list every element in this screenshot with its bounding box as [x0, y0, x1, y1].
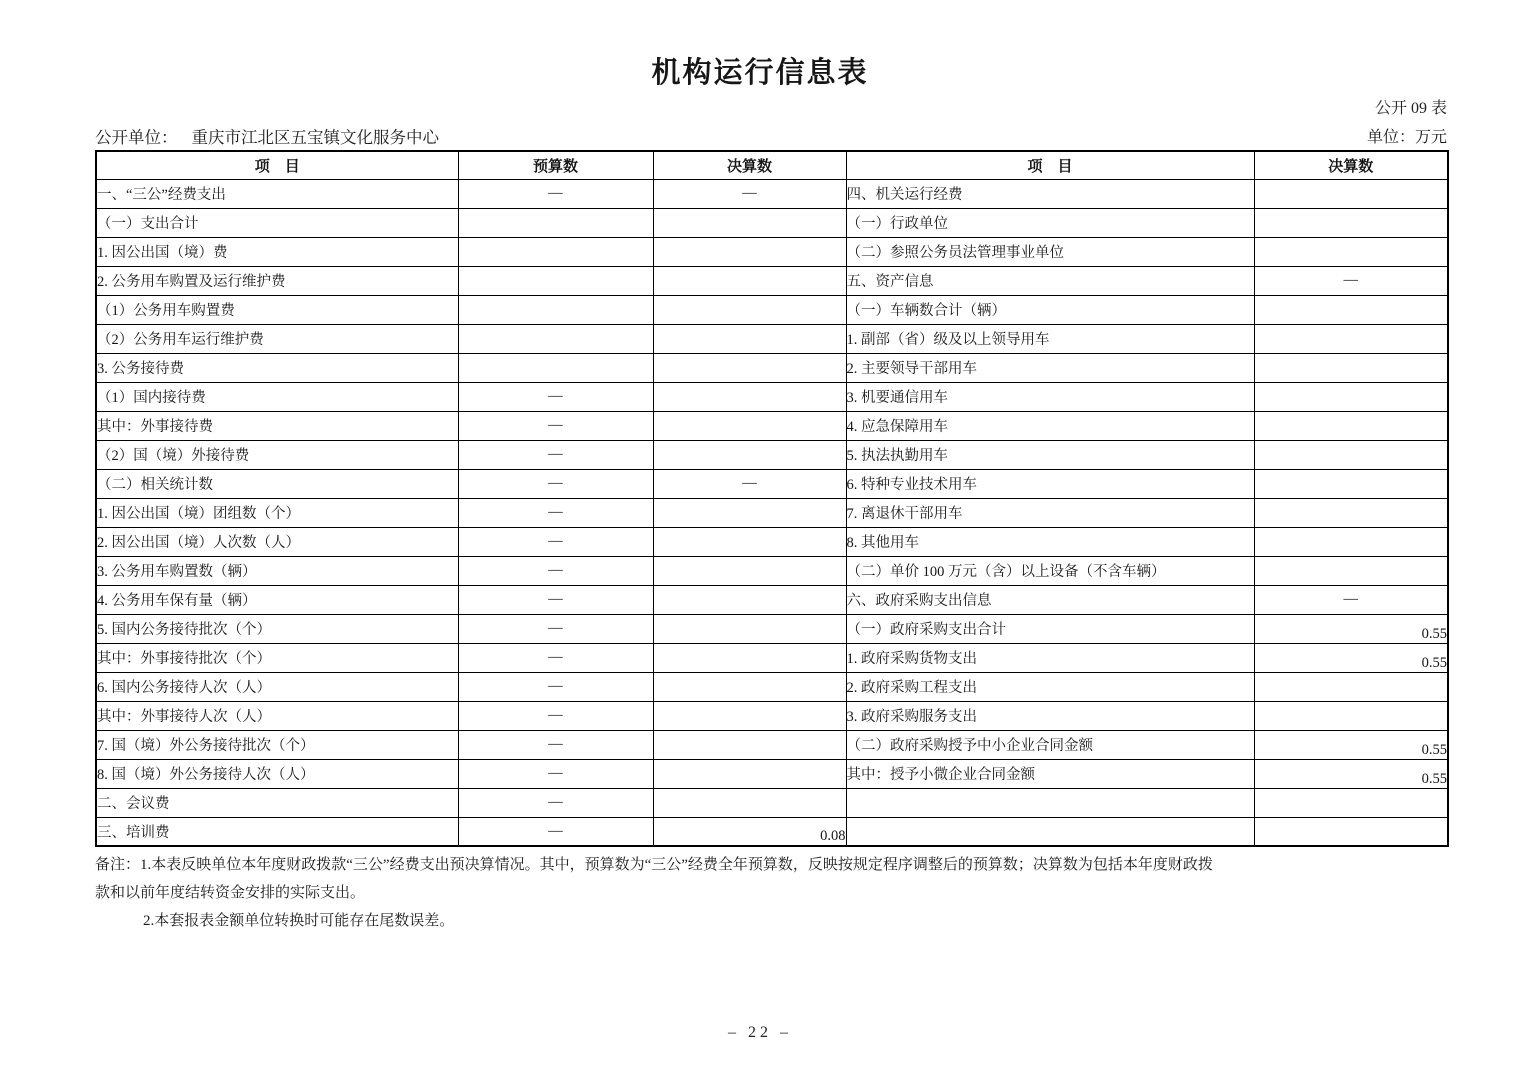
budget-cell: — [458, 585, 653, 614]
item-cell-left: 1. 因公出国（境）团组数（个） [96, 498, 458, 527]
item-cell-left: 三、培训费 [96, 817, 458, 846]
header-item-right: 项 目 [846, 151, 1254, 179]
budget-cell [458, 208, 653, 237]
table-row [96, 585, 1448, 614]
item-cell-right: 1. 副部（省）级及以上领导用车 [846, 324, 1254, 353]
final-cell-left [653, 556, 846, 585]
item-cell-left: 一、“三公”经费支出 [96, 179, 458, 208]
unit-of-measure: 单位：万元 [1366, 129, 1447, 146]
table-row [96, 614, 1448, 643]
final-cell-left [653, 788, 846, 817]
table-row [96, 295, 1448, 324]
budget-cell: — [458, 614, 653, 643]
final-cell-right: 0.55 [1254, 730, 1448, 759]
item-cell-left: 其中：外事接待费 [96, 411, 458, 440]
table-row [96, 469, 1448, 498]
final-cell-left [653, 527, 846, 556]
budget-cell [458, 266, 653, 295]
item-cell-right: 6. 特种专业技术用车 [846, 469, 1254, 498]
table-row [96, 440, 1448, 469]
footnote-line-3: 2.本套报表金额单位转换时可能存在尾数误差。 [143, 913, 455, 929]
item-cell-left: 6. 国内公务接待人次（人） [96, 672, 458, 701]
table-row [96, 266, 1448, 295]
final-cell-right: 0.55 [1254, 614, 1448, 643]
budget-cell [458, 237, 653, 266]
budget-cell: — [458, 788, 653, 817]
budget-cell: — [458, 382, 653, 411]
item-cell-right: 4. 应急保障用车 [846, 411, 1254, 440]
final-cell-left [653, 266, 846, 295]
item-cell-right: 四、机关运行经费 [846, 179, 1254, 208]
item-cell-right: （二）单价 100 万元（含）以上设备（不含车辆） [846, 556, 1254, 585]
item-cell-left: （一）支出合计 [96, 208, 458, 237]
final-cell-right [1254, 208, 1448, 237]
final-cell-left [653, 759, 846, 788]
budget-cell: — [458, 440, 653, 469]
budget-cell: — [458, 701, 653, 730]
final-cell-left: — [653, 179, 846, 208]
item-cell-right: （二）参照公务员法管理事业单位 [846, 237, 1254, 266]
final-cell-right [1254, 295, 1448, 324]
table-row [96, 208, 1448, 237]
table-row [96, 556, 1448, 585]
table-row [96, 411, 1448, 440]
item-cell-left: 5. 国内公务接待批次（个） [96, 614, 458, 643]
final-cell-right [1254, 237, 1448, 266]
final-cell-left [653, 411, 846, 440]
final-cell-right [1254, 817, 1448, 846]
final-cell-left [653, 585, 846, 614]
item-cell-right: 六、政府采购支出信息 [846, 585, 1254, 614]
final-cell-left [653, 295, 846, 324]
final-cell-left [653, 730, 846, 759]
item-cell-right: 2. 主要领导干部用车 [846, 353, 1254, 382]
item-cell-left: 3. 公务接待费 [96, 353, 458, 382]
final-cell-left: 0.08 [653, 817, 846, 846]
final-cell-left [653, 382, 846, 411]
final-cell-right [1254, 527, 1448, 556]
item-cell-right: 1. 政府采购货物支出 [846, 643, 1254, 672]
final-cell-right [1254, 672, 1448, 701]
footnotes [95, 851, 1455, 935]
final-cell-left [653, 643, 846, 672]
footnote-line-2: 款和以前年度结转资金安排的实际支出。 [95, 885, 366, 901]
footnote-line-1: 备注：1.本表反映单位本年度财政拨款“三公”经费支出预决算情况。其中，预算数为“三公”经费全年预算数，反映按规定程序调整后的预算数；决算数为包括本年度财政拨 [95, 857, 1213, 873]
budget-cell: — [458, 730, 653, 759]
table-row [96, 237, 1448, 266]
table-row [96, 353, 1448, 382]
table-row [96, 179, 1448, 208]
budget-cell: — [458, 411, 653, 440]
budget-cell: — [458, 527, 653, 556]
final-cell-right [1254, 498, 1448, 527]
final-cell-right [1254, 382, 1448, 411]
table-row [96, 788, 1448, 817]
budget-cell [458, 324, 653, 353]
header-final-right: 决算数 [1254, 151, 1448, 179]
item-cell-right [846, 817, 1254, 846]
table-row [96, 382, 1448, 411]
table-row [96, 817, 1448, 846]
final-cell-left [653, 498, 846, 527]
item-cell-left: 2. 因公出国（境）人次数（人） [96, 527, 458, 556]
item-cell-right [846, 788, 1254, 817]
budget-cell [458, 295, 653, 324]
budget-cell: — [458, 556, 653, 585]
final-cell-left [653, 324, 846, 353]
item-cell-left: 8. 国（境）外公务接待人次（人） [96, 759, 458, 788]
header-item-left: 项 目 [96, 151, 458, 179]
budget-cell: — [458, 759, 653, 788]
final-cell-right [1254, 353, 1448, 382]
page-title: 机构运行信息表 [651, 57, 869, 89]
item-cell-right: 2. 政府采购工程支出 [846, 672, 1254, 701]
final-cell-right [1254, 788, 1448, 817]
publisher [95, 124, 439, 148]
final-cell-right: — [1254, 585, 1448, 614]
final-cell-right [1254, 469, 1448, 498]
budget-cell: — [458, 469, 653, 498]
final-cell-right [1254, 440, 1448, 469]
final-cell-right: 0.55 [1254, 643, 1448, 672]
budget-cell: — [458, 672, 653, 701]
final-cell-left: — [653, 469, 846, 498]
publisher-name: 重庆市江北区五宝镇文化服务中心 [191, 128, 439, 147]
item-cell-right: 3. 政府采购服务支出 [846, 701, 1254, 730]
item-cell-left: 二、会议费 [96, 788, 458, 817]
final-cell-right [1254, 411, 1448, 440]
final-cell-left [653, 701, 846, 730]
final-cell-left [653, 237, 846, 266]
page-number: – 22 – [728, 1024, 792, 1041]
table-row [96, 759, 1448, 788]
final-cell-right: — [1254, 266, 1448, 295]
table-row [96, 498, 1448, 527]
header-final-left: 决算数 [653, 151, 846, 179]
final-cell-left [653, 208, 846, 237]
item-cell-left: （二）相关统计数 [96, 469, 458, 498]
table-row [96, 324, 1448, 353]
item-cell-left: 7. 国（境）外公务接待批次（个） [96, 730, 458, 759]
item-cell-left: （1）公务用车购置费 [96, 295, 458, 324]
item-cell-left: 2. 公务用车购置及运行维护费 [96, 266, 458, 295]
final-cell-left [653, 614, 846, 643]
item-cell-left: 1. 因公出国（境）费 [96, 237, 458, 266]
unit-line [95, 124, 1447, 148]
item-cell-right: 五、资产信息 [846, 266, 1254, 295]
item-cell-right: （一）车辆数合计（辆） [846, 295, 1254, 324]
item-cell-left: （2）国（境）外接待费 [96, 440, 458, 469]
budget-cell: — [458, 179, 653, 208]
budget-cell [458, 353, 653, 382]
item-cell-right: 5. 执法执勤用车 [846, 440, 1254, 469]
table-row [96, 672, 1448, 701]
final-cell-right: 0.55 [1254, 759, 1448, 788]
item-cell-left: 其中：外事接待人次（人） [96, 701, 458, 730]
info-table [95, 150, 1449, 847]
final-cell-right [1254, 324, 1448, 353]
header-budget: 预算数 [458, 151, 653, 179]
table-code-label: 公开 09 表 [1374, 100, 1447, 117]
final-cell-right [1254, 556, 1448, 585]
item-cell-left: 3. 公务用车购置数（辆） [96, 556, 458, 585]
table-row [96, 643, 1448, 672]
table-row [96, 527, 1448, 556]
final-cell-left [653, 440, 846, 469]
publisher-label: 公开单位： [95, 128, 178, 147]
final-cell-right [1254, 179, 1448, 208]
item-cell-left: 其中：外事接待批次（个） [96, 643, 458, 672]
item-cell-right: （一）行政单位 [846, 208, 1254, 237]
item-cell-right: （一）政府采购支出合计 [846, 614, 1254, 643]
item-cell-right: 3. 机要通信用车 [846, 382, 1254, 411]
budget-cell: — [458, 817, 653, 846]
final-cell-left [653, 353, 846, 382]
item-cell-left: （1）国内接待费 [96, 382, 458, 411]
item-cell-right: 7. 离退休干部用车 [846, 498, 1254, 527]
item-cell-left: 4. 公务用车保有量（辆） [96, 585, 458, 614]
item-cell-right: 8. 其他用车 [846, 527, 1254, 556]
budget-cell: — [458, 643, 653, 672]
table-row [96, 701, 1448, 730]
budget-cell: — [458, 498, 653, 527]
final-cell-right [1254, 701, 1448, 730]
item-cell-right: 其中：授予小微企业合同金额 [846, 759, 1254, 788]
item-cell-left: （2）公务用车运行维护费 [96, 324, 458, 353]
table-row [96, 730, 1448, 759]
final-cell-left [653, 672, 846, 701]
item-cell-right: （二）政府采购授予中小企业合同金额 [846, 730, 1254, 759]
table-header-row [96, 151, 1448, 179]
